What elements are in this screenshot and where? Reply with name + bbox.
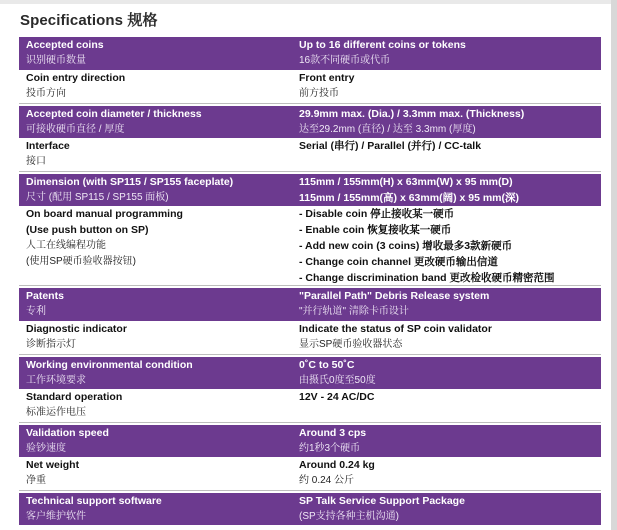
spec-row-diagnostic-indicator [19,321,601,355]
spec-row-manual-programming [19,206,601,286]
spec-label-sub: (Use push button on SP) [26,224,149,236]
spec-value: Front entry [299,72,355,84]
spec-value-cell [291,70,601,103]
spec-label: Dimension (with SP115 / SP155 faceplate) [26,176,234,188]
spec-value: Up to 16 different coins or tokens [299,39,466,51]
spec-value-cell [291,106,601,138]
spec-label-cell [19,357,291,389]
spec-row-standard-operation [19,389,601,423]
spec-label: Accepted coin diameter / thickness [26,108,202,120]
spec-row-accepted-coins [19,37,601,70]
spec-label-cell [19,321,291,354]
spec-value-cn: "并行轨道" 清除卡币设计 [299,306,409,317]
spec-value: SP Talk Service Support Package [299,495,465,507]
spec-value-item: - Add new coin (3 coins) 增收最多3款新硬币 [299,240,513,252]
spec-value-cn: 115mm / 155mm(高) x 63mm(阔) x 95 mm(深) [299,192,520,204]
spec-label-cn: 标准运作电压 [26,407,86,418]
spec-label: Diagnostic indicator [26,323,127,335]
spec-value-cn: 16款不同硬币或代币 [299,55,391,66]
spec-label: Interface [26,140,70,152]
spec-label: Validation speed [26,427,109,439]
spec-value-cell [291,174,601,206]
top-edge-strip [0,0,617,4]
spec-value-cell [291,37,601,70]
spec-value-cn: 前方投币 [299,88,339,99]
spec-label-cn: 尺寸 (配用 SP115 / SP155 面板) [26,192,169,203]
spec-value-item: - Disable coin 停止接收某一硬币 [299,208,455,220]
spec-value: Around 3 cps [299,427,367,439]
spec-label-cell [19,37,291,70]
spec-value: 12V - 24 AC/DC [299,391,375,403]
spec-value-cell [291,288,601,321]
spec-label-cell [19,138,291,171]
spec-label: Working environmental condition [26,359,193,371]
spec-value-cn: 由摄氏0度至50度 [299,375,376,386]
right-edge-strip [611,0,617,530]
spec-label: Coin entry direction [26,72,126,84]
spec-value-cell [291,493,601,525]
spec-value: Serial (串行) / Parallel (并行) / CC-talk [299,140,482,152]
spec-value: "Parallel Path" Debris Release system [299,290,490,302]
spec-label-cell [19,70,291,103]
spec-label: Net weight [26,459,80,471]
spec-value: Indicate the status of SP coin validator [299,323,492,335]
spec-label-cn: 诊断指示灯 [26,339,76,350]
spec-label-cell [19,288,291,321]
specifications-table [19,37,601,525]
spec-label: On board manual programming [26,208,183,220]
spec-row-working-environment [19,357,601,389]
spec-row-net-weight [19,457,601,491]
spec-value-cell [291,138,601,171]
spec-row-technical-support-software [19,493,601,525]
spec-label-cn: 专利 [26,306,46,317]
spec-label-cell [19,457,291,490]
spec-label-cn: 人工在线编程功能 [26,240,106,251]
spec-value-cell [291,206,601,285]
spec-label-cell [19,389,291,422]
spec-row-coin-diameter-thickness [19,106,601,138]
spec-row-dimension [19,174,601,206]
spec-value-cell [291,321,601,354]
spec-label-cn: 识别硬币数量 [26,55,86,66]
spec-label: Standard operation [26,391,123,403]
spec-label-cell [19,106,291,138]
spec-label-cn: 净重 [26,475,46,486]
spec-label-cn: 工作环境要求 [26,375,86,386]
spec-value-cn: (SP支持各种主机沟通) [299,511,399,522]
spec-label-cn: 接口 [26,156,46,167]
spec-value-cn: 约 0.24 公斤 [299,475,355,486]
spec-label-cell [19,174,291,206]
page-title: Specifications 规格 [20,12,158,29]
spec-value-item: - Change discrimination band 更改检收硬币精密范围 [299,272,555,284]
spec-value: 29.9mm max. (Dia.) / 3.3mm max. (Thickness) [299,108,525,120]
spec-label: Accepted coins [26,39,104,51]
spec-label-cell [19,425,291,457]
spec-value-cn: 达至29.2mm (直径) / 达至 3.3mm (厚度) [299,124,476,135]
spec-value-cn: 约1秒3个硬币 [299,443,361,454]
spec-value-cell [291,457,601,490]
spec-label-cn: 客户维护软件 [26,511,86,522]
spec-value: 115mm / 155mm(H) x 63mm(W) x 95 mm(D) [299,176,513,188]
spec-label-cn: 验钞速度 [26,443,66,454]
spec-label-cell [19,493,291,525]
spec-value-cell [291,357,601,389]
spec-value: Around 0.24 kg [299,459,375,471]
spec-label-cn: 可接收硬币直径 / 厚度 [26,124,125,135]
spec-row-patents [19,288,601,321]
spec-value: 0˚C to 50˚C [299,359,355,371]
spec-row-validation-speed [19,425,601,457]
spec-value-item: - Enable coin 恢复接收某一硬币 [299,224,452,236]
spec-value-cell [291,389,601,422]
spec-row-coin-entry-direction [19,70,601,104]
spec-value-cn: 显示SP硬币验收器状态 [299,339,403,350]
spec-row-interface [19,138,601,172]
spec-value-cell [291,425,601,457]
spec-label-cn-sub: (使用SP硬币验收器按钮) [26,256,136,267]
spec-label: Patents [26,290,64,302]
spec-value-item: - Change coin channel 更改硬币输出信道 [299,256,498,268]
spec-label: Technical support software [26,495,162,507]
spec-label-cell [19,206,291,285]
spec-label-cn: 投币方向 [26,88,66,99]
